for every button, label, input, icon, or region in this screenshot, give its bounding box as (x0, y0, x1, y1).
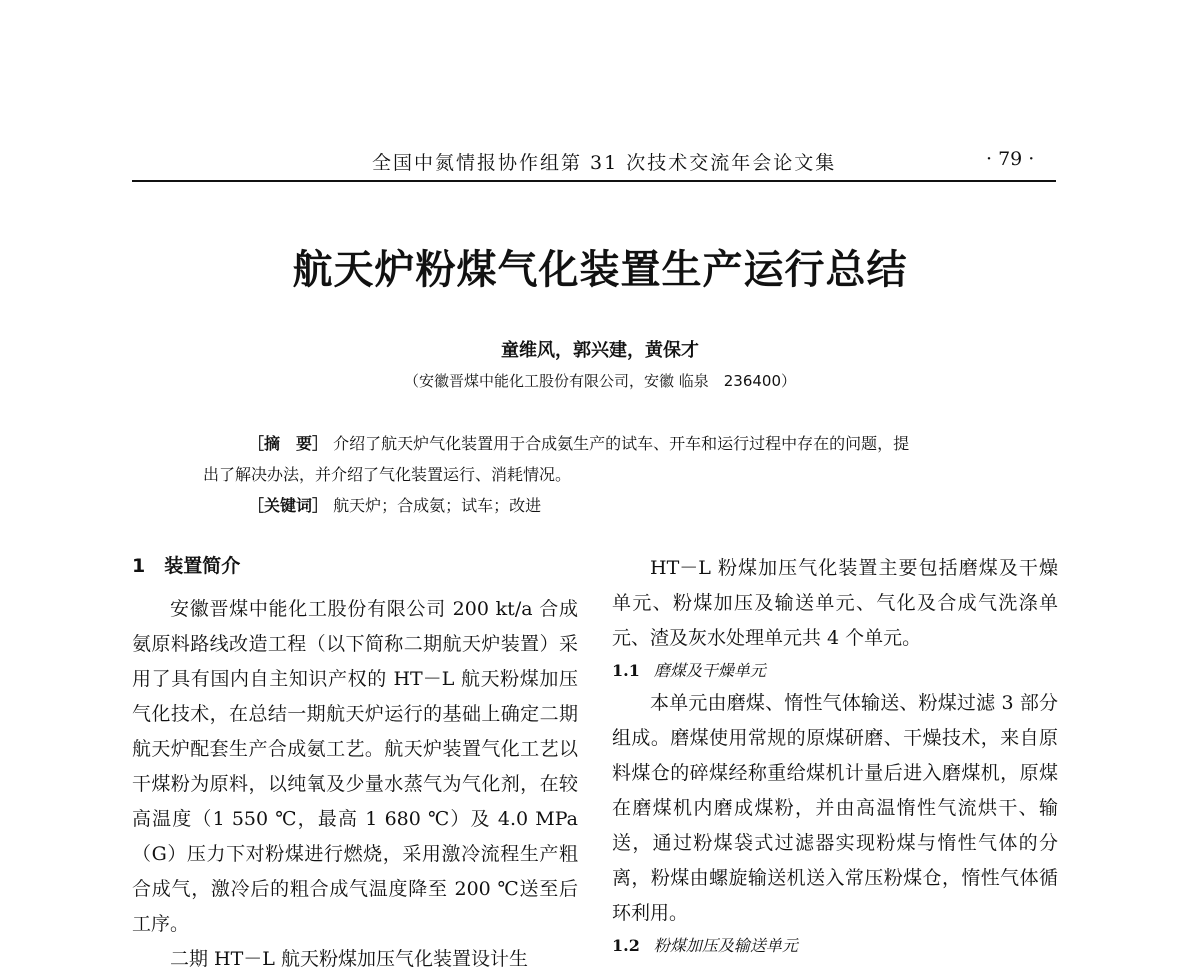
authors: 童维风，郭兴建，黄保才 (501, 340, 699, 361)
keywords-text: 航天炉；合成氨；试车；改进 (333, 496, 542, 515)
header-rule (132, 180, 1056, 182)
subsection-number: 1.1 (612, 661, 640, 680)
left-column (132, 548, 578, 977)
section-heading: 1 装置简介 (132, 555, 241, 577)
body-paragraph: 二期 HT－L 航天粉煤加压气化装置设计生 (170, 948, 528, 970)
body-paragraph: 安徽晋煤中能化工股份有限公司 200 kt/a 合成氨原料路线改造工程（以下简称二期航天炉装置）采用了具有国内自主知识产权的 HT－L 航天粉煤加压气化技术，在总结一期航天炉运行的基础上确定二期航天炉配套生产合成氨工艺。航天炉装置气化工艺以干煤粉为原料，以纯氧及少量水蒸气为气化剂，在较高温度（1 550 ℃，最高 1 680 ℃）及 4.0 MPa（G）压力下对粉煤进行燃烧，采用激冷流程生产粗合成气，激冷后的粗合成气温度降至 200 ℃送至后工序。 (132, 598, 578, 935)
abstract-line-1 (248, 431, 909, 454)
keywords-line (248, 493, 541, 516)
page-number: · 79 · (986, 148, 1035, 170)
right-column (612, 551, 1058, 961)
body-paragraph: HT－L 粉煤加压气化装置主要包括磨煤及干燥单元、粉煤加压及输送单元、气化及合成气洗涤单元、渣及灰水处理单元共 4 个单元。 (612, 557, 1058, 649)
subsection-heading (612, 931, 1058, 961)
abstract-label: ［摘 要］ (248, 434, 329, 453)
subsection-number: 1.2 (612, 936, 640, 955)
abstract-text-1: 介绍了航天炉气化装置用于合成氨生产的试车、开车和运行过程中存在的问题，提 (333, 434, 910, 453)
subsection-heading (612, 656, 1058, 686)
body-paragraph: 本单元由磨煤、惰性气体输送、粉煤过滤 3 部分组成。磨煤使用常规的原煤研磨、干燥技术，来自原料煤仓的碎煤经称重给煤机计量后进入磨煤机，原煤在磨煤机内磨成煤粉，并由高温惰性气流烘干、输送，通过粉煤袋式过滤器实现粉煤与惰性气体的分离，粉煤由螺旋输送机送入常压粉煤仓，惰性气体循环利用。 (612, 692, 1058, 924)
subsection-title: 粉煤加压及输送单元 (653, 936, 798, 955)
paper-title: 航天炉粉煤气化装置生产运行总结 (292, 246, 908, 293)
subsection-title: 磨煤及干燥单元 (653, 661, 766, 680)
abstract-line-2: 出了解决办法，并介绍了气化装置运行、消耗情况。 (203, 465, 572, 484)
running-header: 全国中氮情报协作组第 31 次技术交流年会论文集 (372, 152, 837, 174)
affiliation: （安徽晋煤中能化工股份有限公司，安徽 临泉 236400） (403, 372, 797, 390)
keywords-label: ［关键词］ (248, 496, 329, 515)
